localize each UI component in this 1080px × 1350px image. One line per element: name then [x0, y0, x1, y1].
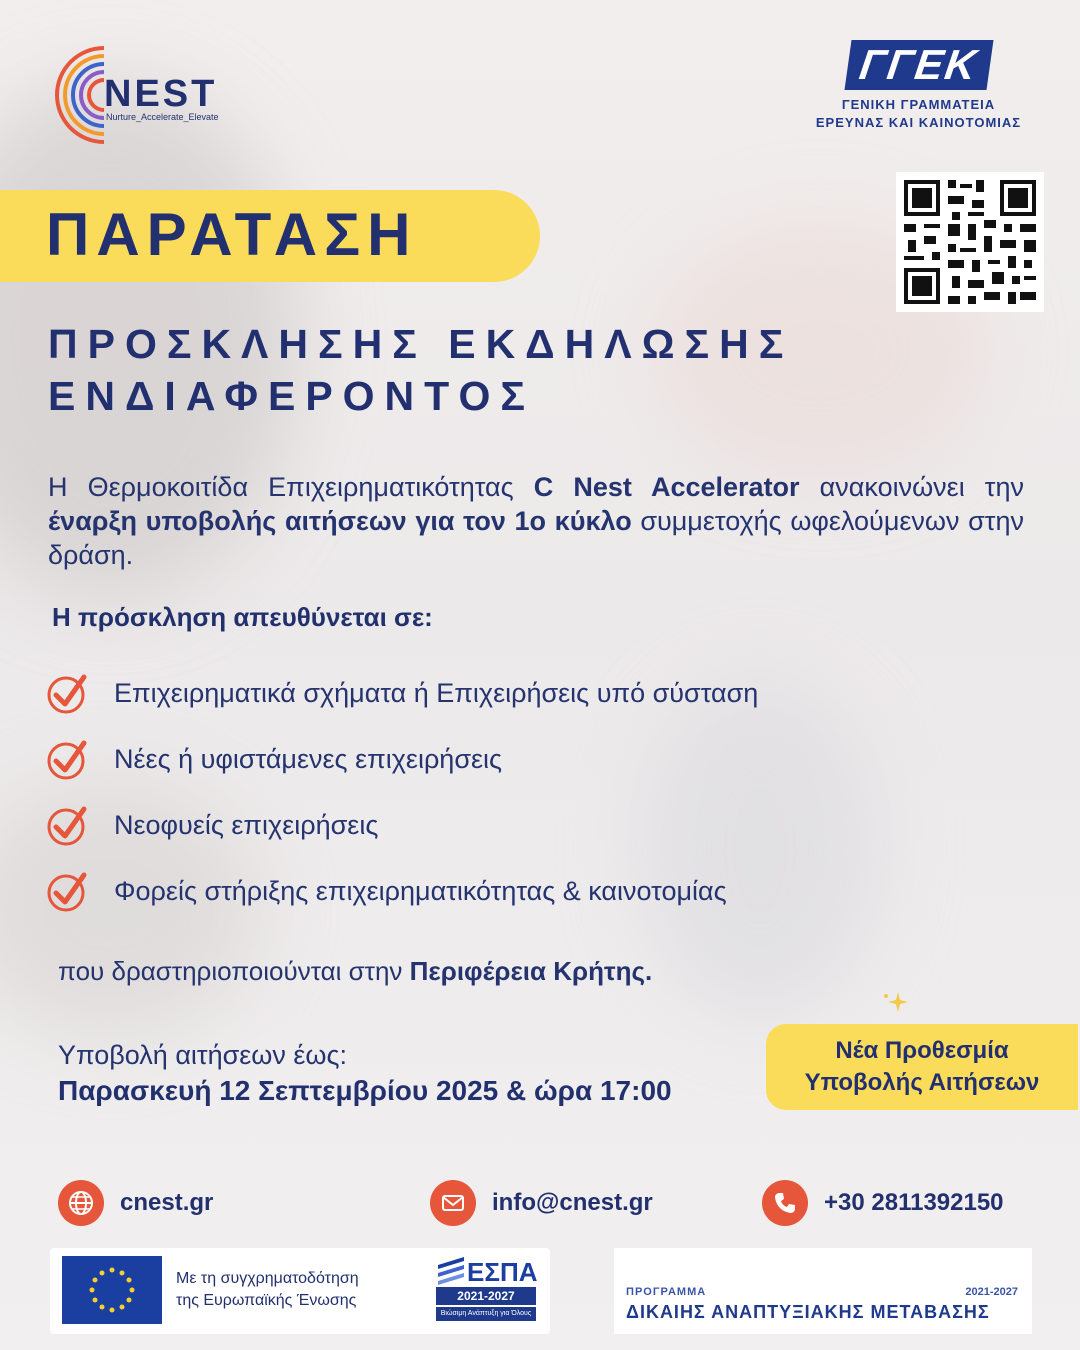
subtitle-line1: ΠΡΟΣΚΛΗΣΗΣ ΕΚΔΗΛΩΣΗΣ	[48, 321, 794, 367]
contact-phone[interactable]	[762, 1180, 1004, 1226]
checkmark-icon	[46, 869, 90, 913]
list-item-label: Νέες ή υφιστάμενες επιχειρήσεις	[114, 743, 503, 774]
subtitle-line2: ΕΝΔΙΑΦΕΡΟΝΤΟΣ	[48, 373, 535, 419]
contact-email[interactable]	[430, 1180, 653, 1226]
audience-heading: Η πρόσκληση απευθύνεται σε:	[52, 602, 433, 632]
list-item	[46, 792, 758, 858]
intro-part1: Η Θερμοκοιτίδα Επιχειρηματικότητας	[48, 472, 534, 502]
list-item-label: Επιχειρηματικά σχήματα ή Επιχειρήσεις υπό σύσταση	[114, 677, 759, 708]
region-prefix: που δραστηριοποιούνται στην	[58, 956, 410, 986]
espa-years: 2021-2027	[436, 1287, 536, 1305]
espa-tagline: Βιώσιμη Ανάπτυξη για Όλους	[436, 1307, 536, 1321]
gsri-logo-line2: ΕΡΕΥΝΑΣ ΚΑΙ ΚΑΙΝΟΤΟΜΙΑΣ	[815, 115, 1022, 130]
espa-title: ΕΣΠΑ	[467, 1257, 538, 1287]
intro-accelerator: C Nest Accelerator	[533, 472, 800, 502]
list-item	[46, 726, 758, 792]
program-box	[614, 1248, 1032, 1334]
intro-part3: συμμετοχής ωφελούμενων στην δράση.	[48, 506, 1024, 570]
contact-website[interactable]	[58, 1180, 213, 1226]
target-list	[46, 660, 758, 924]
intro-part2: ανακοινώνει την	[799, 472, 1024, 502]
eu-line2: της Ευρωπαϊκής Ένωσης	[176, 1292, 357, 1309]
page-title: ΠΑΡΑΤΑΣΗ	[46, 201, 418, 268]
list-item	[46, 858, 758, 924]
new-deadline-line1: Νέα Προθεσμία	[835, 1037, 1009, 1064]
globe-icon	[58, 1180, 104, 1226]
list-item	[46, 660, 758, 726]
gsri-logo-line1: ΓΕΝΙΚΗ ΓΡΑΜΜΑΤΕΙΑ	[841, 97, 996, 112]
eu-line1: Με τη συγχρηματοδότηση	[176, 1270, 359, 1287]
qr-code[interactable]	[896, 172, 1044, 312]
gsri-logo-mark: ΓΓΕΚ	[844, 40, 993, 90]
new-deadline-line2: Υποβολής Αιτήσεων	[804, 1069, 1040, 1096]
list-item-label: Νεοφυείς επιχειρήσεις	[114, 809, 379, 840]
intro-paragraph	[48, 470, 1024, 572]
website-link[interactable]: cnest.gr	[120, 1189, 214, 1216]
region-name: Περιφέρεια Κρήτης.	[409, 956, 653, 986]
page-subtitle	[48, 318, 793, 422]
email-link[interactable]: info@cnest.gr	[492, 1189, 653, 1216]
eu-funding-text	[176, 1268, 359, 1312]
nest-logo-name: NEST	[104, 73, 218, 115]
nest-logo-tagline: Nurture_Accelerate_Elevate	[106, 112, 219, 122]
phone-icon	[762, 1180, 808, 1226]
new-deadline-badge	[766, 1024, 1078, 1110]
deadline-value: Παρασκευή 12 Σεπτεμβρίου 2025 & ώρα 17:00	[58, 1075, 672, 1106]
phone-link[interactable]: +30 2811392150	[824, 1189, 1004, 1216]
checkmark-icon	[46, 803, 90, 847]
mail-icon	[430, 1180, 476, 1226]
program-name: ΔΙΚΑΙΗΣ ΑΝΑΠΤΥΞΙΑΚΗΣ ΜΕΤΑΒΑΣΗΣ	[626, 1302, 990, 1322]
deadline-label: Υποβολή αιτήσεων έως:	[58, 1040, 348, 1070]
list-item-label: Φορείς στήριξης επιχειρηματικότητας & καινοτομίας	[114, 875, 727, 906]
checkmark-icon	[46, 671, 90, 715]
program-years: 2021-2027	[965, 1286, 1018, 1298]
eu-flag-icon	[62, 1256, 162, 1324]
region-line	[58, 956, 652, 987]
gsri-logo	[806, 40, 1031, 132]
program-label: ΠΡΟΓΡΑΜΜΑ	[626, 1286, 707, 1298]
checkmark-icon	[46, 737, 90, 781]
sparkle-icon	[880, 988, 910, 1018]
intro-highlight: έναρξη υποβολής αιτήσεων για τον 1ο κύκλο	[48, 506, 632, 536]
